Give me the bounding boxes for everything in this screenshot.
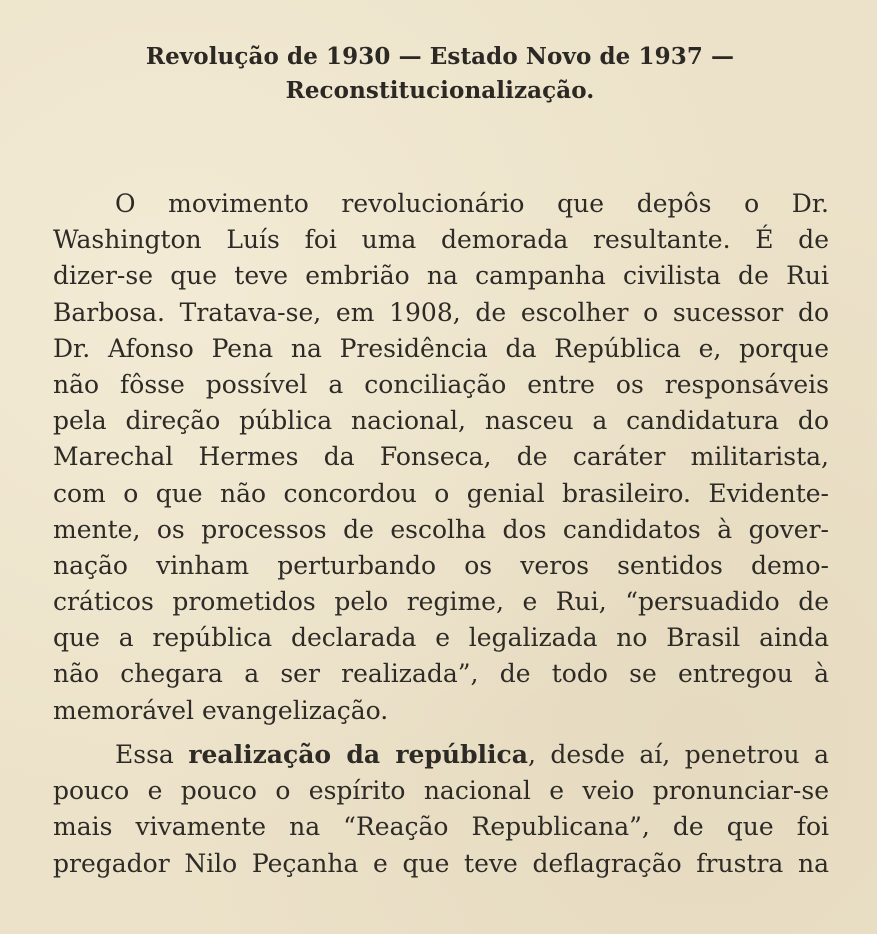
text-line: mente, os processos de escolha dos candidatos à gover- [53, 514, 829, 544]
heading-line-2: Reconstitucionalização. [285, 77, 595, 104]
text-line: dizer-se que teve embrião na campanha civilista de Rui [53, 261, 829, 291]
text-segment: Essa [115, 740, 189, 769]
chapter-heading [60, 40, 820, 108]
text-line: memorável evangelização. [53, 695, 389, 725]
text-line: Barbosa. Tratava-se, em 1908, de escolher o sucessor do [53, 297, 829, 327]
text-line: pela direção pública nacional, nasceu a candidatura do [53, 406, 829, 436]
text-segment: , desde aí, penetrou a [527, 740, 830, 769]
text-line: com o que não concordou o genial brasileiro. Evidente- [53, 478, 829, 508]
heading-line-1: Revolução de 1930 — Estado Novo de 1937 — [145, 43, 735, 70]
text-line: não chegara a ser realizada”, de todo se entregou à [53, 659, 829, 689]
text-line: nação vinham perturbando os veros sentidos demo- [53, 550, 829, 580]
text-line: pregador Nilo Peçanha e que teve deflagração frustra na [53, 848, 829, 878]
paragraph-2 [53, 737, 829, 882]
paragraph-1 [53, 186, 829, 729]
text-line: pouco e pouco o espírito nacional e veio pronunciar-se [53, 776, 829, 806]
text-line [53, 737, 829, 773]
text-line: Washington Luís foi uma demorada resultante. É de [53, 225, 829, 255]
text-line: mais vivamente na “Reação Republicana”, de que foi [53, 812, 829, 842]
text-line: O movimento revolucionário que depôs o Dr. [115, 189, 829, 218]
text-line: que a república declarada e legalizada no Brasil ainda [53, 623, 829, 653]
text-line: cráticos prometidos pelo regime, e Rui, “persuadido de [53, 587, 829, 617]
text-line: não fôsse possível a conciliação entre os responsáveis [53, 369, 829, 399]
emphasized-text: realização da república [188, 740, 528, 769]
text-line: Marechal Hermes da Fonseca, de caráter militarista, [53, 442, 829, 472]
text-line: Dr. Afonso Pena na Presidência da República e, porque [53, 333, 829, 363]
